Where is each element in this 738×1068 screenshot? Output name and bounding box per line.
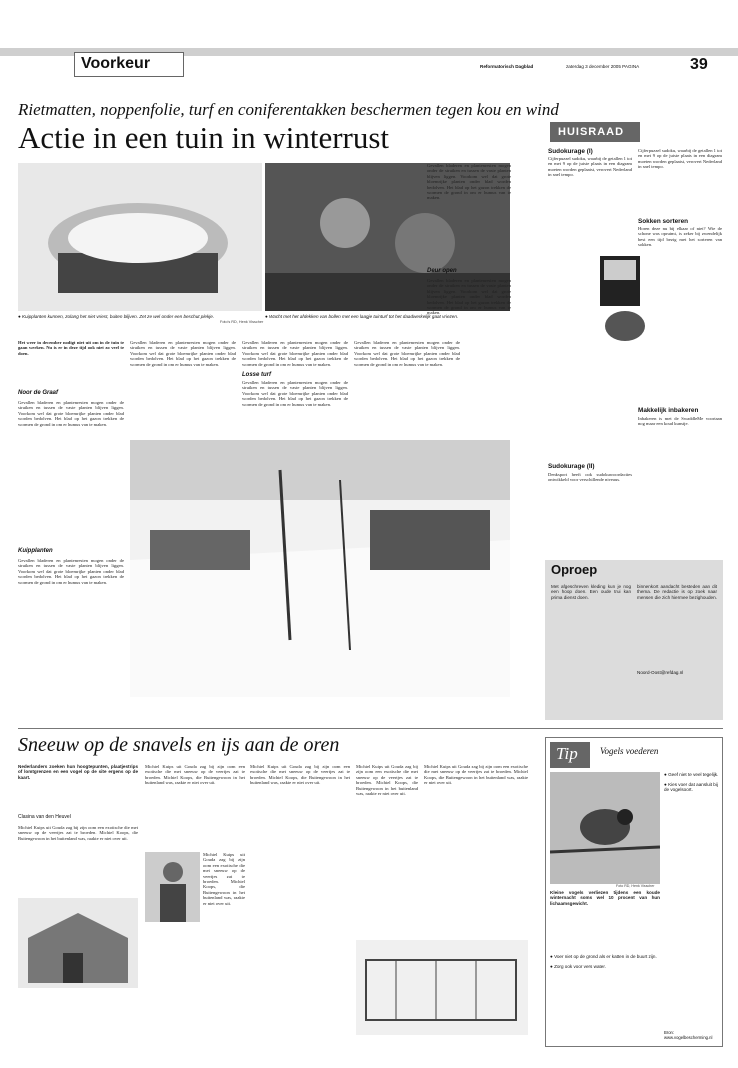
second-col3: Michiel Kuips uit Gouda zag bij zijn oom een exotische die met sneeuw op de veertjes zat te broeden. Michiel Koops, die Buitengewoon in het buitenland was, raakte er niet over uit. (250, 764, 350, 786)
photo-plants-snow (18, 163, 262, 311)
issue-date: zaterdag 3 december 2005 PAGINA (566, 64, 640, 69)
tip-item: ● Kies voer dat aansluit bij de vogelsoort. (664, 781, 718, 793)
page-number: 39 (690, 56, 708, 73)
subhead-losse-turf: Losse turf (242, 372, 272, 378)
byline: Noor de Graaf (18, 390, 59, 396)
kicker: Rietmatten, noppenfolie, turf en coniferentakken beschermen tegen kou en wind (18, 100, 559, 119)
second-col2b: Michiel Kuips uit Gouda zag bij zijn oom een exotische die met sneeuw op de veertjes zat te broeden. Michiel Koops, die Buitengewoon in het buitenland was, raakte er niet over uit. (203, 852, 245, 906)
huisraad-logo (550, 122, 640, 142)
huisraad-title: HUISRAAD (558, 126, 625, 138)
photo-man (145, 852, 200, 922)
second-intro: Nederlanders zoeken hun hoogtepunten, plaatjestrips of lomtgrenzen en een vogel op de site ergens op de kaart. (18, 764, 138, 780)
sudokurage2-text: Denksport heeft ook sudokuwoordacties ontwikkeld voor verschillende niveaus. (548, 472, 632, 483)
oproep-box (545, 560, 723, 720)
oproep-email[interactable]: Noord-Oost@refdag.nl (637, 670, 684, 675)
tip-item: ● Zorg ook voor vers water. (550, 963, 606, 969)
photo-bird (550, 772, 660, 884)
tip-list-lower (550, 954, 660, 969)
second-headline: Sneeuw op de snavels en ijs aan de oren (18, 734, 340, 756)
article-col1: Gevallen bladeren en plantenresten mogen onder de struiken en tussen de vaste planten blijven liggen. Voorkom wel dat grote bloemrijke planten onder blad worden bedolven. Het blad op het gazon trekken de wormen de grond in om er humus van te maken. (18, 400, 124, 427)
sudokurage2-title: Sudokurage (II) (548, 463, 595, 470)
section-title: Voorkeur (81, 55, 151, 72)
second-col2: Michiel Kuips uit Gouda zag bij zijn oom een exotische die met sneeuw op de veertjes zat te broeden. Michiel Koops, die Buitengewoon in het buitenland was, raakte er niet over uit. (145, 764, 245, 786)
sokken-title: Sokken sorteren (638, 218, 689, 225)
section-divider (18, 728, 723, 729)
article-col5b: Gevallen bladeren en plantenresten mogen onder de struiken en tussen de vaste planten blijven liggen. Voorkom wel dat grote bloemrijke planten onder blad worden bedolven. Het blad op het gazon trekken de wormen de grond in om er humus van te maken. (427, 278, 511, 316)
tip-label: Tip (556, 744, 578, 763)
inbakeren-text: Inbakeren is met de SwaddleMe voortaan nog maar een koud kunstje. (638, 416, 722, 427)
caption-left: ● Kuipplanten kunnen, zolang het niet vriest, buiten blijven. Zet ze wel onder een beschut plekje. (18, 314, 215, 319)
headline: Actie in een tuin in winterrust (18, 120, 390, 155)
photo-credit: Foto's RD, Henk Visscher (220, 320, 264, 324)
sudokurage1-title: Sudokurage (I) (548, 148, 593, 155)
tip-item: ● Geef niet te veel tegelijk. (664, 772, 719, 777)
tip-source: Bron: www.vogelbescherming.nl (664, 1030, 713, 1040)
kakuro-text: Cijferpuzzel sudoku, waarbij de getallen 1 tot en met 9 op de juiste plaats in een diagram moeten worden geplaatst, verovert Nederland in snel tempo. (638, 148, 722, 170)
tip-logo (550, 742, 590, 768)
paper-name: Reformatorisch Dagblad (480, 64, 534, 69)
sudokurage1-text: Cijferpuzzel sudoku, waarbij de getallen 1 tot en met 9 op de juiste plaats in een diagram moeten worden geplaatst, verovert Nederland in snel tempo. (548, 156, 632, 178)
inbakeren-title: Makkelijk inbakeren (638, 407, 699, 414)
article-col5: Gevallen bladeren en plantenresten mogen onder de struiken en tussen de vaste planten blijven liggen. Voorkom wel dat grote bloemrijke planten onder blad worden bedolven. Het blad op het gazon trekken de wormen de grond in om er humus van te maken. (427, 163, 511, 201)
article-col3b: Gevallen bladeren en plantenresten mogen onder de struiken en tussen de vaste planten blijven liggen. Voorkom wel dat grote bloemrijke planten onder blad worden bedolven. Het blad op het gazon trekken de wormen de grond in om er humus van te maken. (242, 380, 348, 407)
subhead-kuipplanten: Kuipplanten (18, 548, 53, 554)
article-col4: Gevallen bladeren en plantenresten mogen onder de struiken en tussen de vaste planten blijven liggen. Voorkom wel dat grote bloemrijke planten onder blad worden bedolven. Het blad op het gazon trekken de wormen de grond in om er humus van te maken. (354, 340, 460, 367)
caption-right: ● Wacht met het afdekken van bollen met een laagje tuinturf tot het daadwerkelijk gaat vriezen. (265, 314, 459, 319)
tip-photo-credit: Foto RD, Henk Visscher (616, 884, 655, 888)
article-col2: Gevallen bladeren en plantenresten mogen onder de struiken en tussen de vaste planten blijven liggen. Voorkom wel dat grote bloemrijke planten onder blad worden bedolven. Het blad op het gazon trekken de wormen de grond in om er humus van te maken. (130, 340, 236, 367)
tip-list (664, 772, 720, 793)
second-col4: Michiel Kuips uit Gouda zag bij zijn oom een exotische die met sneeuw op de veertjes zat te broeden. Michiel Koops, die Buitengewoon in het buitenland was, raakte er niet over uit. (356, 764, 418, 797)
tip-item: ● Voer niet op de grond als er katten in de buurt zijn. (550, 954, 657, 959)
second-byline: Clasina van den Heuvel (18, 814, 71, 820)
photo-aviary (356, 940, 528, 1035)
article-col1b: Gevallen bladeren en plantenresten mogen onder de struiken en tussen de vaste planten blijven liggen. Voorkom wel dat grote bloemrijke planten onder blad worden bedolven. Het blad op het gazon trekken de wormen de grond in om er humus van te maken. (18, 558, 124, 585)
subhead-deur-open: Deur open (427, 268, 457, 274)
oproep-text1: Met afgeschreven kleding kun je nog een hoop doen. Een oude trui kan prima dienst doen. (551, 584, 631, 600)
section-tab (74, 52, 184, 77)
tip-caption: Kleine vogels verliezen tijdens een koude winternacht soms wel 10 procent van hun lichaamsgewicht. (550, 890, 660, 906)
oproep-title: Oproep (551, 562, 598, 577)
article-intro: Het weer in december nodigt niet uit om in de tuin te gaan werken. Nu is er in deze tijd ook niet zo veel te doen. (18, 340, 124, 356)
tip-box (545, 737, 723, 1047)
oproep-text2: binnenkort aandacht besteden aan dit thema. De redactie is op zoek naar mensen die zich hiermee bezighouden. (637, 584, 717, 600)
second-col5: Michiel Kuips uit Gouda zag bij zijn oom een exotische die met sneeuw op de veertjes zat te broeden. Michiel Koops, die Buitengewoon in het buitenland was, raakte er niet over uit. (424, 764, 528, 786)
second-col1: Michiel Kuips uit Gouda zag bij zijn oom een exotische die met sneeuw op de veertjes zat te broeden. Michiel Koops, die Buitengewoon in het buitenland was, raakte er niet over uit. (18, 825, 138, 841)
photo-house-snow (18, 898, 138, 988)
article-col3: Gevallen bladeren en plantenresten mogen onder de struiken en tussen de vaste planten blijven liggen. Voorkom wel dat grote bloemrijke planten onder blad worden bedolven. Het blad op het gazon trekken de wormen de grond in om er humus van te maken. (242, 340, 348, 367)
photo-snowy-garden (130, 440, 510, 697)
sokken-text: Horen deze nu bij elkaar of niet? Wie de schone was opruimt, is zeker bij zwendelijk best een tijd bezig met het sorteren van sokken. (638, 226, 722, 248)
tip-title: Vogels voederen (600, 746, 659, 756)
